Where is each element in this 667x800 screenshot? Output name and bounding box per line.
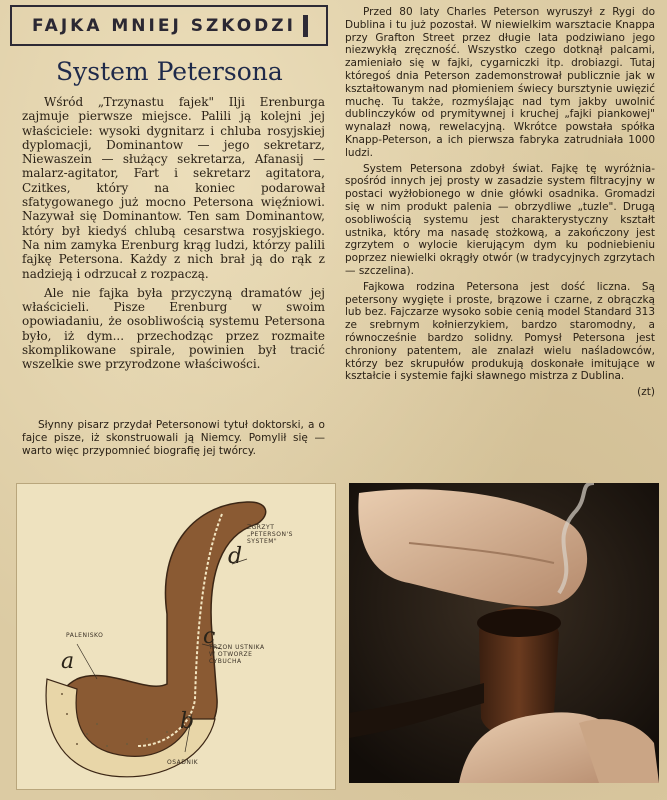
column-left-small-text xyxy=(22,419,325,457)
paragraph: Fajkowa rodzina Petersona jest dość liczna. Są petersony wygięte i proste, brązowe i czarne, z obrączką lub bez. Fajczarze wysoko sobie cenią model Standard 313 ze srebrnym kołnierzykiem, bardzo staromodny, a równocześnie bardzo solidny. Pomysł Petersona jest chroniony patentem, ale znalazł wielu naśladowców, którzy bez skrupułów produkują doskonałe imitujące w kształcie i systemie fajki sławnego mistrza z Dublina. xyxy=(345,280,655,383)
label-osadnik: OSADNIK xyxy=(167,759,199,766)
column-left xyxy=(22,95,325,377)
paragraph: System Petersona zdobył świat. Fajkę tę wyróżnia-spośród innych jej prosty w zasadzie system filtracyjny w postaci wyżłobionego w dnie główki osadnika. Gromadzi się w nim produkt palenia — obrzydliwe „tuzle". Drugą osobliwością systemu jest charakterystyczny kształt ustnika, który ma nasadę stożkową, a zakończony jest zgrzytem o wylocie kierującym dym ku podniebieniu poprzez niewielki okrągły otwór (w tradycyjnych zgrzytach — szczelina). xyxy=(345,162,655,277)
pipe-diagram xyxy=(16,483,336,790)
label-zgrzyt: ZGRZYT „PETERSON'S SYSTEM" xyxy=(247,524,293,545)
column-right xyxy=(345,6,655,399)
letter-a: a xyxy=(61,649,75,674)
pipe-photo xyxy=(349,483,659,783)
paragraph: Przed 80 laty Charles Peterson wyruszył z Rygi do Dublina i tu już pozostał. W niewielkim warsztacie Knappa przy Grafton Street przez długie lata podziwiano jego niezwykłą zręczność. Wszystko czego dotknął palcami, zamieniało się w fajki, cygarniczki itp. drobiazgi. Tutaj któregoś dnia Peterson zademonstrował publicznie jak w kształtowanym nad płomieniem świecy bursztynie uwięzić muchę. Tu także, rozmyślając nad tym jakby uwolnić dublinczyków od prymitywnej i kruchej „fajki piankowej" wynalazł nową, rewelacyjną. Wkrótce powstała spółka Knapp-Peterson, a ich pierwsza fabryka zatrudniała 1000 ludzi. xyxy=(345,6,655,159)
pipe-photo-drawing xyxy=(349,483,659,783)
letter-b: b xyxy=(180,709,195,734)
paragraph: Słynny pisarz przydał Petersonowi tytuł doktorski, a o fajce pisze, iż skonstruowali ją Niemcy. Pomylił się — warto więc przypomnieć biografię jej twórcy. xyxy=(22,419,325,457)
label-trzon: TRZON USTNIKA W OTWORZE CYBUCHA xyxy=(209,644,265,665)
header-bar xyxy=(303,15,308,37)
letter-c: c xyxy=(203,624,216,649)
article-title: System Petersona xyxy=(56,57,283,86)
author-initials: (zt) xyxy=(637,386,655,399)
section-header-box xyxy=(10,5,328,46)
section-title: FAJKA MNIEJ SZKODZI xyxy=(32,16,296,36)
letter-d: d xyxy=(228,544,243,569)
paragraph: Wśród „Trzynastu fajek" Ilji Erenburga zajmuje pierwsze miejsce. Palili ją kolejni jej właściciele: wysoki dygnitarz i chluba rosyjskiej dyplomacji, Dominantow — jego sekretarz, Niewaszein — służący sekretarza, Afanasij — malarz-agitator, Fart i sekretarz agitatora, Czitkes, który na koniec podarował sfatygowanego już mocno Petersona więźniowi. Nazywał się Dominantow. Ten sam Dominantow, który był kiedyś chlubą cesarstwa rosyjskiego. Na nim zamyka Erenburg krąg ludzi, którzy palili fajkę Petersona. Każdy z nich brał ją do rąk z nadzieją i odrzucał z rozpaczą. xyxy=(22,95,325,281)
label-palenisko: PALENISKO xyxy=(66,632,104,639)
paragraph: Ale nie fajka była przyczyną dramatów jej właścicieli. Pisze Erenburg w swoim opowiadaniu, że osobliwością systemu Petersona było, iż dym... przechodząc przez rozmaite skomplikowane spirale, powinien był tracić wszelkie swe przyrodzone właściwości. xyxy=(22,285,325,372)
